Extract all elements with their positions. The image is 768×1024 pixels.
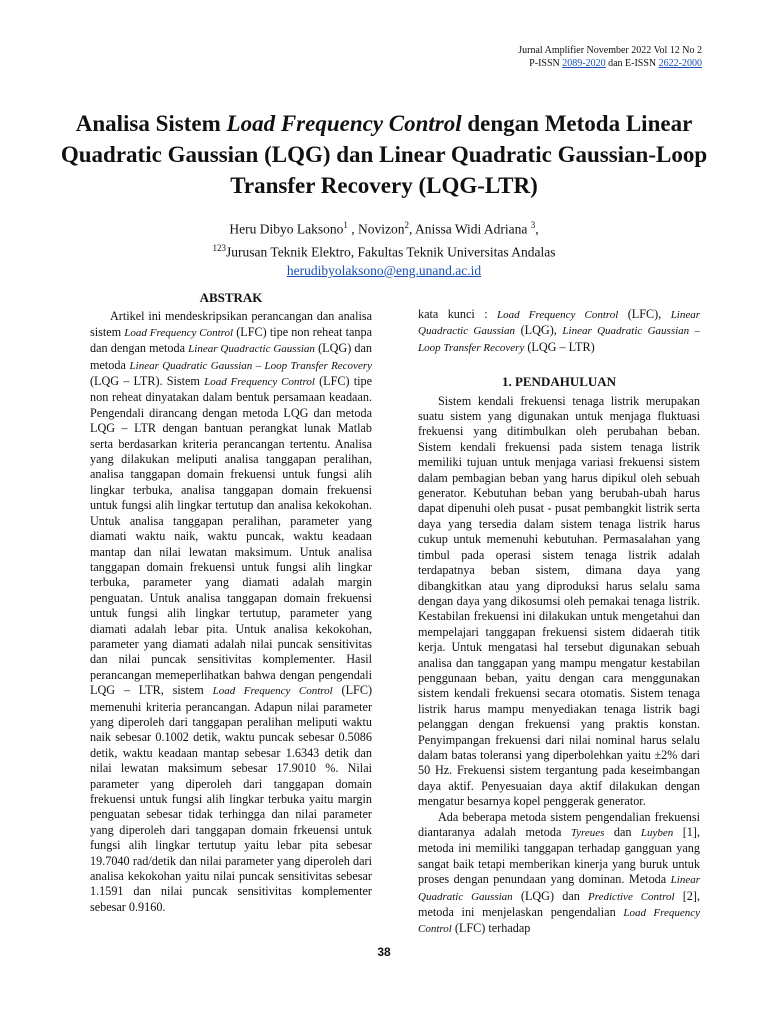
p2-a: Ada beberapa metoda sistem pengendalian frekuensi diantaranya adalah metoda — [418, 809, 700, 839]
issn-line — [518, 57, 702, 70]
abs-t5: (LFC) tipe non reheat dinyatakan dalam bentuk persamaan keadaan. Pengendali dirancang dengan metoda LQG dan metoda LQG – LTR dengan bantuan perangkat lunak Matlab serta berdasarkan kriteria perancangan tertentu. Analisa yang dilakukan meliputi analisa tanggapan peralihan, analisa tanggapan domain frekuensi untuk fungsi alih lingkar terbuka, analisa tanggapan domain frekuensi untuk fungsi alih lingkar tertutup dan analisa kekokohan. Untuk analisa tanggapan peralihan, parameter yang diamati waktu naik, waktu puncak, waktu keadaan mantap dan nilai lewatan maksimum. Untuk analisa tanggapan domain frekuensi untuk fungsi alih lingkar terbuka, parameter yang diamati adalah margin penguatan. Untuk analisa tanggapan domain frekuensi untuk fungsi alih lingkar tertutup, parameter yang diamati adalah lebar pita. Untuk analisa kekokohan, parameter yang diamati adalah nilai puncak sensitivitas dan nilai puncak sensitivitas komplementer. Hasil perancangan memeperlihatkan bahwa dengan pengendali LQG – LTR, sistem — [90, 374, 373, 698]
paper-title — [60, 108, 708, 201]
p2-i2: Luyben — [640, 827, 674, 839]
kw-i1: Load Frequency Control — [497, 309, 619, 321]
issn-mid: dan E-ISSN — [605, 58, 659, 69]
page-number: 38 — [377, 945, 391, 959]
p2-d: (LQG) dan — [512, 888, 589, 903]
affiliation-text: Jurusan Teknik Elektro, Fakultas Teknik Universitas Andalas — [226, 244, 556, 259]
kw-i3: Linear Quadratic Gaussian – Loop Transfer Recovery — [418, 325, 700, 354]
p2-i5: Load Frequency Control — [418, 907, 701, 936]
author-2-sup: 2 — [404, 220, 409, 230]
author-block — [60, 216, 708, 280]
kw-t2: (LQG), — [514, 323, 563, 338]
pissn-label: P-ISSN — [529, 58, 563, 69]
author-3: , Anissa Widi Adriana — [408, 221, 531, 237]
author-1-sup: 1 — [343, 220, 348, 230]
p2-i1: Tyreues — [570, 827, 605, 839]
p2-b: dan — [604, 825, 641, 839]
title-italic: Load Frequency Control — [226, 111, 462, 136]
abs-i1: Load Frequency Control — [124, 326, 234, 339]
intro-paragraph-2 — [418, 810, 700, 938]
right-column — [418, 307, 700, 938]
author-email-link[interactable]: herudibyolaksono@eng.unand.ac.id — [286, 263, 482, 278]
p2-i4: Predictive Control — [588, 890, 675, 903]
abstract-column — [90, 290, 372, 915]
keywords — [418, 307, 700, 356]
abstract-text — [90, 309, 372, 915]
p2-e: [2], metoda ini menjelaskan pengendalian — [418, 888, 700, 920]
email-line — [60, 261, 708, 280]
title-part1: Analisa Sistem — [75, 111, 227, 136]
abs-t4: (LQG – LTR). Sistem — [90, 374, 205, 389]
abs-i2: Linear Quadractic Gaussian — [188, 343, 315, 356]
abs-t6: (LFC) memenuhi kriteria perancangan. Adapun nilai parameter yang diperoleh dari tanggapan peralihan meliputi waktu naik sebesar 0.1002 detik, waktu puncak sebesar 0.5086 detik, waktu keadaan mantap sebesar 1.6343 detik dan nilai lewatan maksimum sebesar 17.9010 %. Nilai parameter yang diperoleh dari tanggapan domain frekuensi untuk fungsi alih lingkar terbuka yaitu margin penguatan sebesar tidak terhingga dan nilai parameter yang diperoleh dari tanggapan domain frkeuensi untuk fungsi alih lingkar tertutup yaitu lebar pita sebesar 19.7040 rad/detik dan nilai parameter yang diperoleh dari analisa kekokohan yaitu nilai puncak sensitivitas sebesar 1.1591 dan nilai puncak sensitivitas komplementer sebesar 0.9160. — [90, 683, 373, 914]
author-names — [60, 216, 708, 239]
p2-i3: Linear Quadratic Gaussian — [418, 874, 700, 903]
abs-i3: Linear Quadratic Gaussian – Loop Transfer Recovery — [129, 359, 372, 372]
kw-t3: (LQG – LTR) — [524, 339, 595, 354]
p2-f: (LFC) terhadap — [451, 921, 531, 936]
pissn-link[interactable]: 2089-2020 — [562, 58, 606, 69]
affiliation — [60, 239, 708, 262]
abs-i5: Load Frequency Control — [212, 685, 333, 698]
eissn-link[interactable]: 2622-2000 — [658, 58, 702, 69]
keywords-label: kata kunci : — [418, 307, 498, 321]
journal-header — [518, 44, 702, 70]
abs-t1: Artikel ini mendeskripsikan perancangan dan analisa sistem — [90, 309, 372, 339]
author-2: , Novizon — [347, 221, 405, 237]
kw-i2: Linear Quadractic Gaussian — [418, 309, 701, 338]
abstract-heading: ABSTRAK — [199, 290, 263, 305]
abs-i4: Load Frequency Control — [204, 376, 315, 389]
title-part2: dengan Metoda Linear Quadratic Gaussian (LQG) dan Linear Quadratic Gaussian-Loop Transfer Recovery (LQG-LTR) — [60, 111, 708, 198]
author-3-sup: 3 — [530, 220, 536, 230]
author-1: Heru Dibyo Laksono — [229, 221, 344, 237]
intro-paragraph-1: Sistem kendali frekuensi tenaga listrik merupakan suatu sistem yang digunakan untuk menjaga fluktuasi frekuensi yang ditimbulkan oleh perubahan beban. Sistem kendali frekuensi pada sistem tenaga listrik memiliki tujuan untuk menjaga variasi frekuensi sistem dalam pembagian beban yang harus dipikul oleh sebuah generator. Kebutuhan beban yang berubah-ubah harus dapat dipenuhi oleh pusat - pusat pembangkit listrik serta daya yang tersedia dalam sistem tenaga listrik harus cukup untuk memenuhi kebutuhan. Permasalahan yang timbul pada operasi sistem tenaga listrik adalah terdapatnya beban sistem, dimana daya yang dibangkitkan atau yang diproduksi harus selalu sama dengan daya yang dikosumsi oleh pemakai tenaga listrik. Kestabilan frekuensi ini dilakukan untuk mengetahui dan mempelajari tanggapan frekuensi sistem didaerah titik kerja. Untuk mengatasi hal tersebut digunakan sebuah analisa dan tanggapan yang mampu mengatur kestabilan penggunaan beban, yaitu dengan cara menggunakan sistem kendali frekuensi secara otomatis. Sistem tenaga listrik harus mampu menyediakan tenaga listrik bagi pelanggan dengan frekuensi yang praktis konstan. Penyimpangan frekuensi dari nilai nominal harus selalu dalam batas toleransi yang diperbolehkan yaitu ±2% dari 50 Hz. Frekuensi sistem tergantung pada keseimbangan daya aktif. Penyesuaian daya aktif dilakukan dengan mengatur besarnya kopel penggerak generator. — [418, 393, 700, 809]
journal-info: Jurnal Amplifier November 2022 Vol 12 No 2 — [518, 45, 702, 56]
affiliation-sup: 123 — [212, 242, 227, 253]
section-heading: 1. PENDAHULUAN — [501, 374, 617, 390]
author-end: , — [535, 221, 539, 237]
abs-t2: (LFC) tipe non reheat tanpa dan dengan metoda — [90, 324, 372, 356]
kw-t1: (LFC), — [618, 307, 671, 321]
abs-t3: (LQG) dan metoda — [90, 341, 373, 372]
p2-c: [1], metoda ini memiliki tanggapan terhadap gangguan yang sangat baik tetapi memberikan kinerja yang buruk untuk proses dengan penundaan yang dominan. Metoda — [418, 825, 700, 887]
